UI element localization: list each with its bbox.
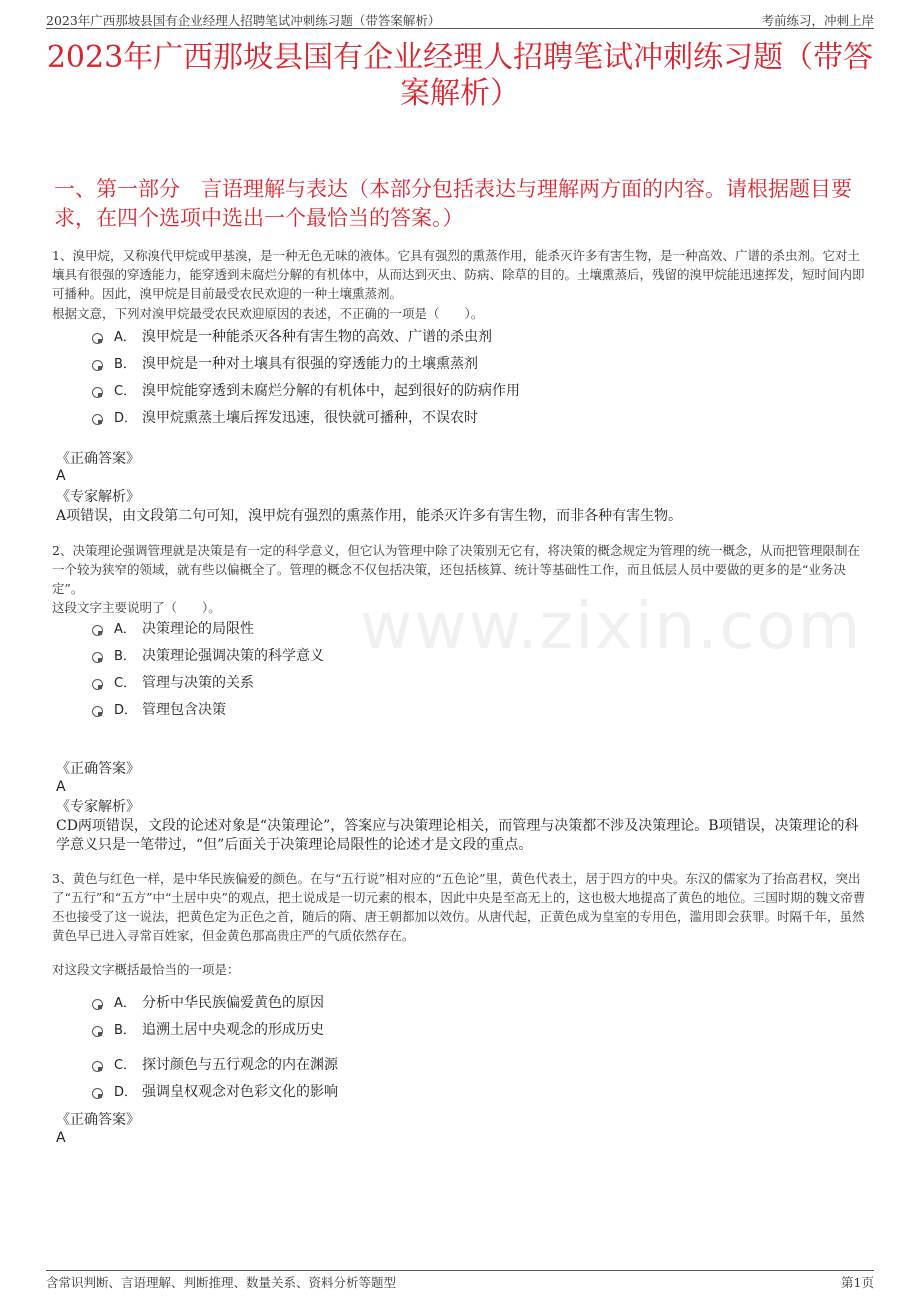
option-text: 追溯土居中央观念的形成历史 [142,1022,324,1038]
radio-icon[interactable] [92,414,103,425]
radio-icon[interactable] [92,652,103,663]
option-letter: D． [114,411,138,426]
question-1-prompt: 根据文意，下列对溴甲烷最受农民欢迎原因的表述，不正确的一项是（ ）。 [52,306,484,321]
question-2-option-d[interactable] [92,697,860,724]
radio-icon[interactable] [92,679,103,690]
question-3-option-b[interactable] [92,1017,860,1044]
page-number: 第1页 [841,1275,874,1290]
question-3-prompt: 对这段文字概括最恰当的一项是： [52,962,240,977]
option-text: 决策理论的局限性 [142,621,254,637]
header-slogan: 考前练习，冲刺上岸 [761,13,874,28]
option-letter: C． [114,1058,137,1073]
footer-note: 含常识判断、言语理解、判断推理、数量关系、资料分析等题型 [46,1275,397,1290]
option-letter: C． [114,676,137,691]
option-text: 溴甲烷是一种能杀灭各种有害生物的高效、广谱的杀虫剂 [142,329,492,345]
question-3-options [92,990,860,1106]
option-text: 探讨颜色与五行观念的内在渊源 [142,1057,338,1073]
option-letter: A． [114,330,136,345]
option-text: 溴甲烷是一种对土壤具有很强的穿透能力的土壤熏蒸剂 [142,356,478,372]
question-3-option-c[interactable] [92,1052,860,1079]
question-1-options [92,324,860,432]
question-1-stem: 1、溴甲烷，又称溴代甲烷或甲基溴，是一种无色无味的液体。它具有强烈的熏蒸作用，能杀灭许多有害生物，是一种高效、广谱的杀虫剂。它对土壤具有很强的穿透能力，能穿透到未腐烂分解的有机体中，从而达到灭虫、防病、除草的目的。土壤熏蒸后，残留的溴甲烷能迅速挥发，短时间内即可播种。因此，溴甲烷是目前最受农民欢迎的一种土壤熏蒸剂。 [52,248,865,301]
radio-icon[interactable] [92,387,103,398]
option-text: 溴甲烷能穿透到未腐烂分解的有机体中，起到很好的防病作用 [142,383,520,399]
question-3-answer: A [56,1130,66,1146]
question-3-option-d[interactable] [92,1079,860,1106]
radio-icon[interactable] [92,360,103,371]
option-letter: B． [114,1023,136,1038]
question-2-analysis: CD两项错误，文段的论述对象是“决策理论”，答案应与决策理论相关，而管理与决策都不涉及决策理论。B项错误，决策理论的科学意义只是一笔带过，“但”后面关于决策理论局限性的论述才是文段的重点。 [56,818,859,853]
option-text: 管理包含决策 [142,702,226,718]
radio-icon[interactable] [92,1061,103,1072]
option-text: 强调皇权观念对色彩文化的影响 [142,1084,338,1100]
option-letter: D． [114,703,138,718]
header-doc-title: 2023年广西那坡县国有企业经理人招聘笔试冲刺练习题（带答案解析） [46,13,441,28]
question-2-options [92,616,860,724]
question-1-analysis-label: 《专家解析》 [56,489,140,505]
option-text: 管理与决策的关系 [142,675,254,691]
option-text: 分析中华民族偏爱黄色的原因 [142,995,324,1011]
option-letter: D． [114,1085,138,1100]
option-letter: A． [114,622,136,637]
watermark: www.zixin.com [360,590,863,664]
question-2-option-b[interactable] [92,643,860,670]
option-text: 决策理论强调决策的科学意义 [142,648,324,664]
question-1-answer: A [56,468,66,484]
section-heading: 一、第一部分 言语理解与表达（本部分包括表达与理解两方面的内容。请根据题目要求，在四个选项中选出一个最恰当的答案。） [54,177,852,230]
question-3-option-a[interactable] [92,990,860,1017]
page-footer [46,1270,874,1290]
question-1-analysis: A项错误，由文段第二句可知，溴甲烷有强烈的熏蒸作用，能杀灭许多有害生物，而非各种有害生物。 [56,508,683,524]
radio-icon[interactable] [92,1088,103,1099]
question-2-prompt: 这段文字主要说明了（ ）。 [52,600,221,615]
question-3-stem: 3、黄色与红色一样，是中华民族偏爱的颜色。在与“五行说”相对应的“五色论”里，黄色代表土，居于四方的中央。东汉的儒家为了抬高君权，突出了“五行”和“五方”中“土居中央”的观点，把土说成是一切元素的根本，因此中央是至高无上的，这也极大地提高了黄色的地位。三国时期的魏文帝曹丕也接受了这一说法，把黄色定为正色之首，随后的隋、唐王朝都加以效仿。从唐代起，正黄色成为皇室的专用色，滥用即会获罪。时隔千年，虽然黄色早已进入寻常百姓家，但金黄色那高贵庄严的气质依然存在。 [52,871,866,943]
radio-icon[interactable] [92,625,103,636]
radio-icon[interactable] [92,999,103,1010]
radio-icon[interactable] [92,706,103,717]
question-2-answer: A [56,779,66,795]
option-text: 溴甲烷熏蒸土壤后挥发迅速，很快就可播种，不误农时 [142,410,478,426]
option-letter: B． [114,649,136,664]
question-3-answer-label: 《正确答案》 [56,1112,140,1128]
question-1-answer-label: 《正确答案》 [56,451,140,467]
radio-icon[interactable] [92,333,103,344]
page-header [46,8,874,29]
option-letter: A． [114,996,136,1011]
question-2-answer-label: 《正确答案》 [56,761,140,777]
question-1-option-a[interactable] [92,324,860,351]
question-1-option-b[interactable] [92,351,860,378]
radio-icon[interactable] [92,1026,103,1037]
question-2-option-a[interactable] [92,616,860,643]
question-2-option-c[interactable] [92,670,860,697]
document-title: 2023年广西那坡县国有企业经理人招聘笔试冲刺练习题（带答案解析） [46,40,874,111]
question-2-stem: 2、决策理论强调管理就是决策是有一定的科学意义，但它认为管理中除了决策别无它有，将决策的概念规定为管理的统一概念，从而把管理限制在一个较为狭窄的领域，就有些以偏概全了。管理的概念不仅包括决策，还包括核算、统计等基础性工作，而且低层人员中要做的更多的是“业务决定”。 [52,543,860,596]
question-1-option-c[interactable] [92,378,860,405]
question-1-option-d[interactable] [92,405,860,432]
option-letter: B． [114,357,136,372]
question-2-analysis-label: 《专家解析》 [56,799,140,815]
option-letter: C． [114,384,137,399]
